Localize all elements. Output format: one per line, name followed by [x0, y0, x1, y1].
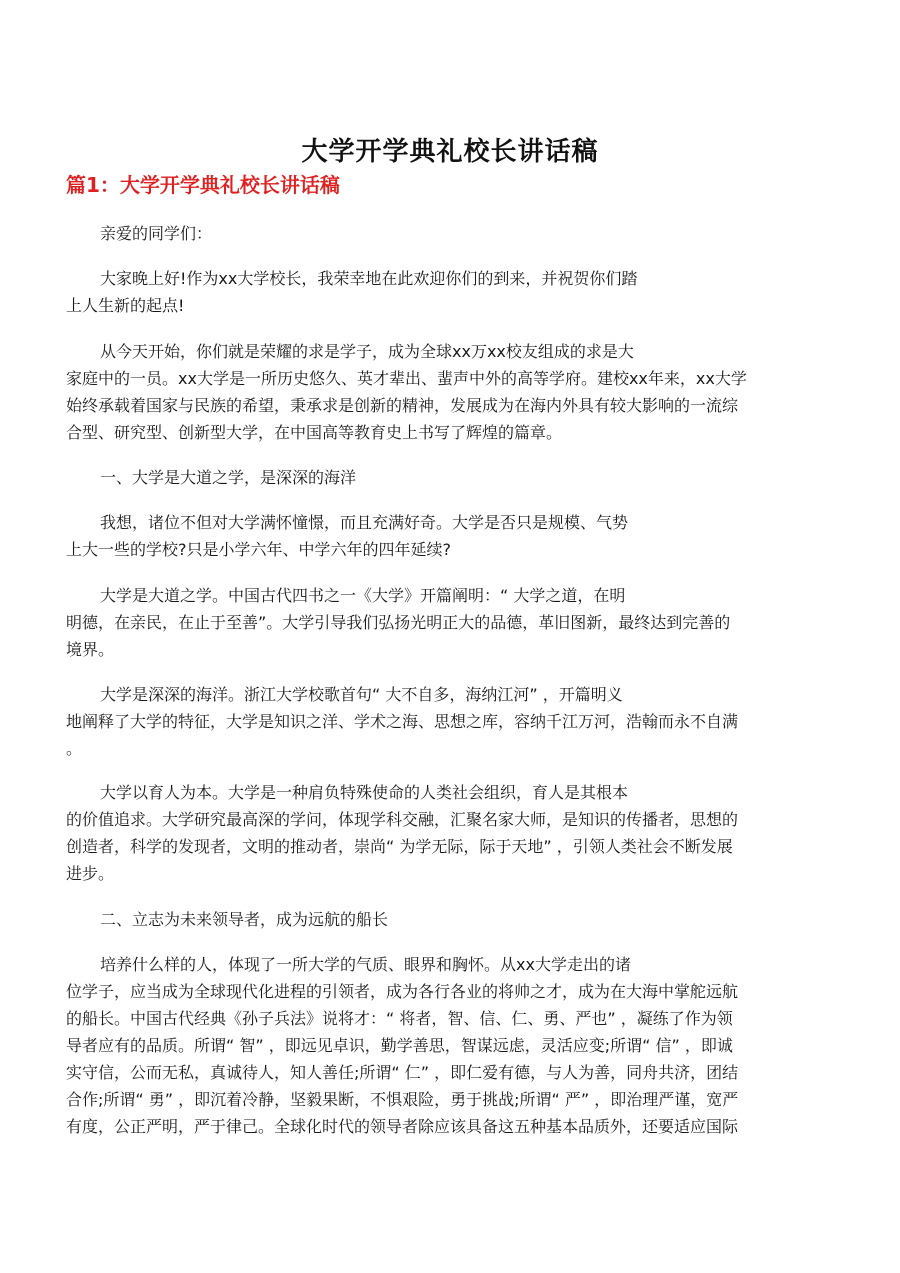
- text-line: 大家晚上好!作为xx大学校长，我荣幸地在此欢迎你们的到来，并祝贺你们踏: [100, 269, 638, 288]
- text-line: 地阐释了大学的特征，大学是知识之洋、学术之海、思想之库，容纳千江万河，浩翰而永不自满: [66, 712, 739, 731]
- subheading-one: [66, 464, 841, 491]
- text-line: 上大一些的学校?只是小学六年、中学六年的四年延续?: [66, 540, 451, 559]
- paragraph-leadership: [66, 951, 841, 1140]
- paragraph-ocean: [66, 681, 841, 762]
- text-line: 实守信，公而无私，真诚待人，知人善任;所谓“ 仁” ，即仁爱有德，与人为善，同舟共济，团结: [66, 1063, 739, 1082]
- subheading-two: [66, 906, 841, 933]
- paragraph-intro: [66, 338, 841, 446]
- paragraph-education: [66, 779, 841, 887]
- section-heading: 篇1：大学开学典礼校长讲话稿: [66, 173, 340, 197]
- document-title: 大学开学典礼校长讲话稿: [301, 137, 599, 168]
- text-line: 我想，诸位不但对大学满怀憧憬，而且充满好奇。大学是否只是规模、气势: [100, 513, 629, 532]
- text-line: 二、立志为未来领导者，成为远航的船长: [100, 910, 389, 929]
- text-line: 上人生新的起点!: [66, 296, 185, 315]
- text-line: 亲爱的同学们：: [100, 224, 213, 243]
- text-line: 有度，公正严明，严于律己。全球化时代的领导者除应该具备这五种基本品质外，还要适应国际: [66, 1117, 739, 1136]
- text-line: 明德，在亲民，在止于至善”。大学引导我们弘扬光明正大的品德，革旧图新，最终达到完善的: [66, 613, 731, 632]
- text-line: 位学子，应当成为全球现代化进程的引领者，成为各行各业的将帅之才，成为在大海中掌舵远航: [66, 982, 739, 1001]
- text-line: 培养什么样的人，体现了一所大学的气质、眼界和胸怀。从xx大学走出的诸: [100, 955, 631, 974]
- text-line: 从今天开始，你们就是荣耀的求是学子，成为全球xx万xx校友组成的求是大: [100, 342, 634, 361]
- text-line: 的船长。中国古代经典《孙子兵法》说将才：“ 将者，智、信、仁、勇、严也” ，凝练了作为领: [66, 1009, 733, 1028]
- text-line: 大学以育人为本。大学是一种肩负特殊使命的人类社会组织，育人是其根本: [100, 783, 629, 802]
- paragraph-curiosity: [66, 509, 841, 563]
- paragraph-greeting: [66, 220, 841, 247]
- text-line: 始终承载着国家与民族的希望，秉承求是创新的精神，发展成为在海内外具有较大影响的一流综: [66, 396, 739, 415]
- text-line: 境界。: [66, 640, 115, 659]
- text-line: 合型、研究型、创新型大学，在中国高等教育史上书写了辉煌的篇章。: [66, 423, 563, 442]
- paragraph-great-learning: [66, 582, 841, 663]
- paragraph-welcome: [66, 265, 841, 319]
- text-line: 大学是大道之学。中国古代四书之一《大学》开篇阐明：“ 大学之道，在明: [100, 586, 626, 605]
- text-line: 进步。: [66, 864, 115, 883]
- text-line: 。: [66, 739, 83, 758]
- text-line: 导者应有的品质。所谓“ 智” ，即远见卓识，勤学善思，智谋远虑，灵活应变;所谓“ 信” ，即诚: [66, 1036, 733, 1055]
- text-line: 合作;所谓“ 勇” ，即沉着冷静，坚毅果断，不惧艰险，勇于挑战;所谓“ 严” ，即治理严谨，宽严: [66, 1090, 739, 1109]
- text-line: 大学是深深的海洋。浙江大学校歌首句“ 大不自多，海纳江河” ，开篇明义: [100, 685, 623, 704]
- text-line: 的价值追求。大学研究最高深的学问，体现学科交融，汇聚名家大师，是知识的传播者，思想的: [66, 810, 739, 829]
- text-line: 一、大学是大道之学，是深深的海洋: [100, 468, 357, 487]
- text-line: 家庭中的一员。xx大学是一所历史悠久、英才辈出、蜚声中外的高等学府。建校xx年来，xx大学: [66, 369, 747, 388]
- text-line: 创造者，科学的发现者，文明的推动者，崇尚“ 为学无际，际于天地” ，引领人类社会不断发展: [66, 837, 733, 856]
